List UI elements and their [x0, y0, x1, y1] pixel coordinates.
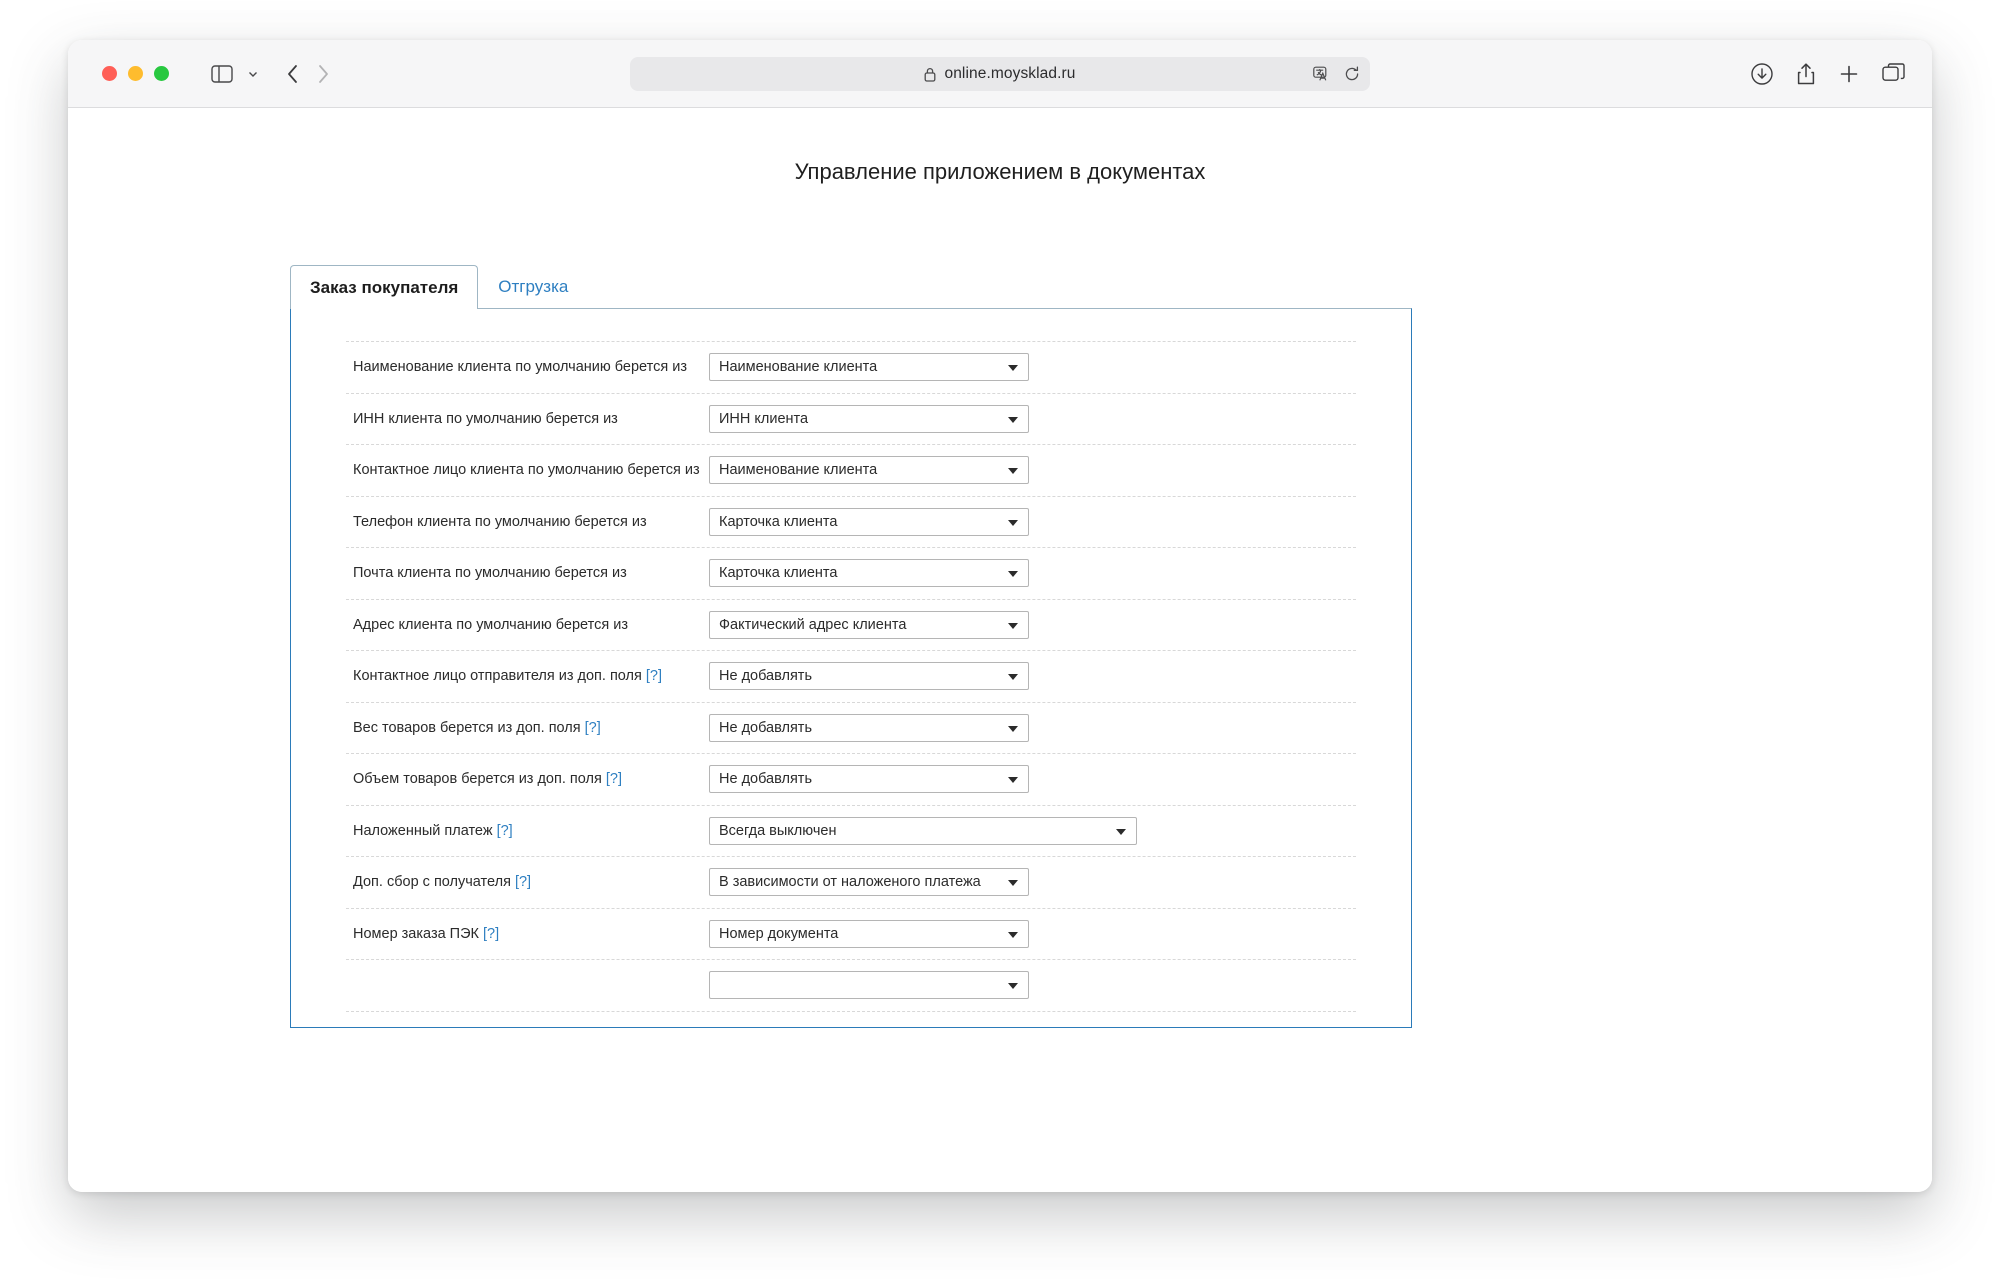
chevron-down-icon[interactable]	[247, 68, 259, 80]
address-bar-actions[interactable]	[1313, 57, 1360, 91]
dropdown-value: Номер документа	[719, 925, 839, 942]
row-control	[701, 559, 1029, 587]
row-label	[346, 462, 701, 478]
row-control	[701, 971, 1029, 999]
dropdown-cash-on-delivery[interactable]	[709, 817, 1137, 845]
dropdown-pek-order-number[interactable]	[709, 920, 1029, 948]
row-control	[701, 611, 1029, 639]
row-label-text: Почта клиента по умолчанию берется из	[353, 565, 627, 582]
close-window-button[interactable]	[102, 66, 117, 81]
reload-icon[interactable]	[1344, 66, 1360, 82]
dropdown-client-inn-source[interactable]	[709, 405, 1029, 433]
tab-overview-icon[interactable]	[1882, 63, 1906, 85]
row-control	[701, 662, 1029, 690]
row-label-text: Доп. сбор с получателя	[353, 874, 511, 891]
row-label	[346, 411, 701, 427]
chevron-down-icon	[1116, 829, 1126, 835]
window-controls[interactable]	[102, 66, 169, 81]
chevron-down-icon	[1008, 726, 1018, 732]
row-label	[346, 359, 701, 375]
dropdown-client-contact-source[interactable]	[709, 456, 1029, 484]
chevron-down-icon	[1008, 983, 1018, 989]
row-label-text: Контактное лицо клиента по умолчанию берется из	[353, 462, 700, 479]
row-control	[701, 920, 1029, 948]
chevron-down-icon	[1008, 417, 1018, 423]
row-label	[346, 514, 701, 530]
downloads-icon[interactable]	[1750, 62, 1774, 86]
dropdown-value: ИНН клиента	[719, 410, 809, 427]
dropdown-value: Не добавлять	[719, 771, 813, 788]
chevron-down-icon	[1008, 777, 1018, 783]
back-arrow-icon[interactable]	[285, 63, 301, 85]
tab-customer-order[interactable]	[290, 265, 478, 309]
settings-row	[346, 754, 1356, 806]
chevron-down-icon	[1008, 571, 1018, 577]
row-label-text: Объем товаров берется из доп. поля	[353, 771, 602, 788]
chevron-down-icon	[1008, 880, 1018, 886]
dropdown-client-email-source[interactable]	[709, 559, 1029, 587]
chevron-down-icon	[1008, 520, 1018, 526]
chevron-down-icon	[1008, 468, 1018, 474]
dropdown-value: Наименование клиента	[719, 359, 878, 376]
help-link[interactable]: [?]	[483, 925, 500, 942]
browser-toolbar	[68, 40, 1932, 108]
lock-icon	[924, 67, 936, 82]
plus-icon[interactable]	[1838, 63, 1860, 85]
row-label-text: Телефон клиента по умолчанию берется из	[353, 513, 647, 530]
row-label	[346, 668, 701, 684]
help-link[interactable]: [?]	[496, 822, 513, 839]
row-label-text: Наименование клиента по умолчанию берется из	[353, 359, 687, 376]
maximize-window-button[interactable]	[154, 66, 169, 81]
help-link[interactable]: [?]	[645, 668, 663, 685]
row-label-text: Наложенный платеж	[353, 822, 493, 839]
tab-panel-customer-order	[290, 308, 1412, 1028]
settings-rows	[346, 341, 1356, 1012]
tab-customer-order-label: Заказ покупателя	[310, 277, 459, 297]
settings-row	[346, 909, 1356, 961]
url-text: online.moysklad.ru	[944, 65, 1076, 82]
navigation-controls[interactable]	[285, 63, 331, 85]
row-control	[701, 353, 1029, 381]
settings-row	[346, 548, 1356, 600]
toolbar-right-actions[interactable]	[1750, 40, 1906, 107]
share-icon[interactable]	[1796, 62, 1816, 86]
row-label	[346, 771, 701, 787]
page-title: Управление приложением в документах	[794, 159, 1206, 184]
chevron-down-icon	[1008, 932, 1018, 938]
address-bar-container[interactable]	[630, 57, 1370, 91]
help-link[interactable]: [?]	[584, 719, 601, 736]
dropdown-client-address-source[interactable]	[709, 611, 1029, 639]
dropdown-value: Не добавлять	[719, 668, 813, 685]
settings-row	[346, 394, 1356, 446]
forward-arrow-icon[interactable]	[315, 63, 331, 85]
settings-row	[346, 703, 1356, 755]
translate-icon[interactable]	[1313, 66, 1332, 82]
row-control	[701, 817, 1137, 845]
row-label-text: Вес товаров берется из доп. поля	[353, 719, 581, 736]
help-link[interactable]: [?]	[605, 771, 622, 788]
row-control	[701, 868, 1029, 896]
dropdown-sender-contact-field[interactable]	[709, 662, 1029, 690]
settings-row	[346, 806, 1356, 858]
settings-row	[346, 497, 1356, 549]
dropdown-goods-weight-field[interactable]	[709, 714, 1029, 742]
browser-window	[68, 40, 1932, 1192]
dropdown-goods-volume-field[interactable]	[709, 765, 1029, 793]
tab-shipment-label: Отгрузка	[498, 276, 569, 296]
row-control	[701, 714, 1029, 742]
page-content	[68, 108, 1932, 1192]
row-label-text: Контактное лицо отправителя из доп. поля	[353, 668, 642, 685]
dropdown-value: В зависимости от наложеного платежа	[719, 874, 981, 891]
dropdown-value: Карточка клиента	[719, 513, 838, 530]
sidebar-controls[interactable]	[203, 57, 259, 91]
dropdown-value: Не добавлять	[719, 719, 813, 736]
row-label-text: Номер заказа ПЭК	[353, 925, 479, 942]
dropdown-receiver-extra-fee[interactable]	[709, 868, 1029, 896]
chevron-down-icon	[1008, 674, 1018, 680]
row-label	[346, 617, 701, 633]
chevron-down-icon	[1008, 365, 1018, 371]
address-bar[interactable]	[630, 57, 1370, 91]
help-link[interactable]: [?]	[514, 874, 532, 891]
settings-row	[346, 651, 1356, 703]
row-control	[701, 456, 1029, 484]
settings-row-partial	[346, 960, 1356, 1012]
row-control	[701, 405, 1029, 433]
settings-row	[346, 857, 1356, 909]
settings-row	[346, 341, 1356, 394]
row-label-text: Адрес клиента по умолчанию берется из	[353, 616, 628, 633]
dropdown-next[interactable]	[709, 971, 1029, 999]
row-label	[346, 565, 701, 581]
chevron-down-icon	[1008, 623, 1018, 629]
settings-row	[346, 445, 1356, 497]
row-label	[346, 720, 701, 736]
dropdown-value: Карточка клиента	[719, 565, 838, 582]
dropdown-client-name-source[interactable]	[709, 353, 1029, 381]
settings-row	[346, 600, 1356, 652]
settings-section	[290, 264, 1412, 1028]
row-control	[701, 508, 1029, 536]
dropdown-value: Фактический адрес клиента	[719, 616, 907, 633]
row-label-text: ИНН клиента по умолчанию берется из	[353, 410, 618, 427]
tab-shipment[interactable]	[478, 264, 588, 308]
row-label	[346, 926, 701, 942]
row-label	[346, 874, 701, 890]
tab-bar[interactable]	[290, 264, 1412, 308]
dropdown-client-phone-source[interactable]	[709, 508, 1029, 536]
dropdown-value: Наименование клиента	[719, 462, 878, 479]
row-label	[346, 823, 701, 839]
minimize-window-button[interactable]	[128, 66, 143, 81]
sidebar-icon[interactable]	[203, 57, 241, 91]
row-control	[701, 765, 1029, 793]
dropdown-value: Всегда выключен	[719, 822, 837, 839]
